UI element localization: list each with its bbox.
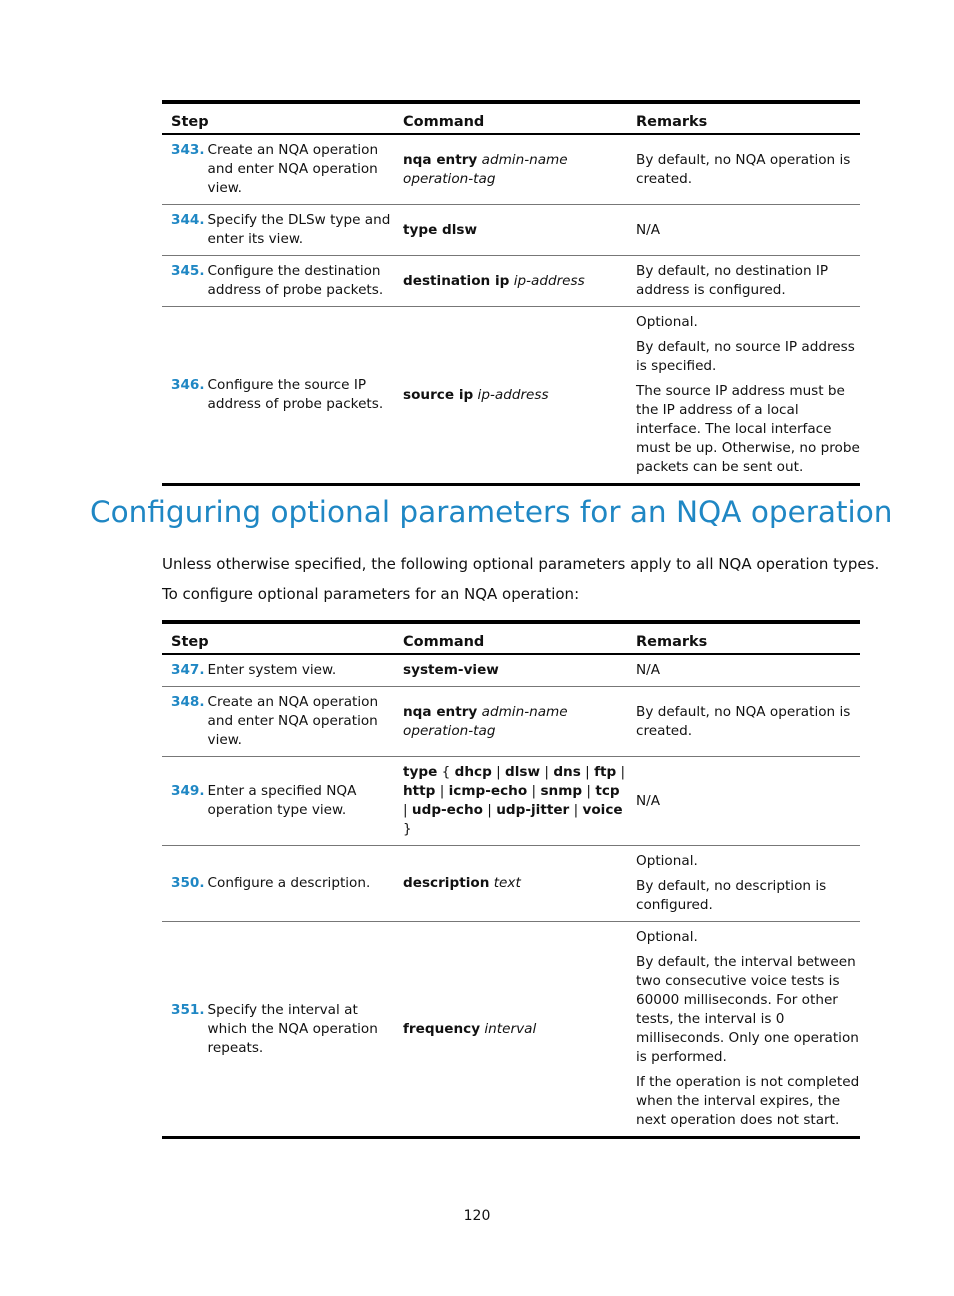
remarks-cell — [627, 922, 860, 1138]
header-command: Command — [394, 622, 627, 654]
step-text: Specify the interval at which the NQA operation repeats. — [207, 1001, 378, 1056]
remarks-cell — [627, 687, 860, 757]
step-text: Configure the source IP address of probe packets. — [207, 377, 384, 412]
section-heading: Configuring optional parameters for an NQA operation — [90, 495, 893, 529]
table-row — [162, 757, 860, 846]
step-text: Enter a specified NQA operation type view. — [207, 783, 357, 818]
command-keyword: udp-echo — [411, 802, 483, 818]
command-keyword: frequency — [403, 1020, 481, 1037]
command-syntax: | — [491, 764, 506, 780]
step-text: Create an NQA operation and enter NQA operation view. — [207, 694, 379, 748]
command-keyword: icmp-echo — [448, 783, 528, 799]
intro-paragraph: Unless otherwise specified, the following optional parameters apply to all NQA operation types. — [162, 555, 880, 573]
table-row — [162, 307, 860, 485]
lead-paragraph: To configure optional parameters for an NQA operation: — [162, 585, 580, 603]
header-command: Command — [394, 102, 627, 134]
table-row — [162, 922, 860, 1138]
step-cell — [162, 846, 394, 922]
header-remarks: Remarks — [627, 622, 860, 654]
step-number: 347. — [171, 662, 205, 678]
step-table-2 — [162, 620, 860, 1139]
command-argument: ip-address — [513, 272, 585, 289]
step-cell — [162, 256, 394, 307]
remark-paragraph: By default, no description is configured. — [636, 878, 827, 913]
remarks-cell — [627, 757, 860, 846]
step-number: 344. — [171, 212, 205, 228]
table-row — [162, 134, 860, 205]
command-keyword: http — [403, 783, 436, 799]
command-keyword: snmp — [540, 783, 583, 799]
step-number: 346. — [171, 377, 205, 393]
command-argument: interval — [484, 1020, 537, 1037]
step-text: Enter system view. — [207, 662, 337, 678]
command-cell — [394, 922, 627, 1138]
command-keyword: type — [403, 764, 438, 780]
remarks-cell — [627, 205, 860, 256]
table-header-row — [162, 102, 860, 134]
step-number: 350. — [171, 875, 205, 891]
step-cell — [162, 757, 394, 846]
command-keyword: udp-jitter — [496, 802, 570, 818]
command-keyword: dhcp — [454, 764, 492, 780]
remarks-cell — [627, 846, 860, 922]
step-cell — [162, 654, 394, 687]
remark-paragraph: By default, the interval between two consecutive voice tests is 60000 milliseconds. For other tests, the interval is 0 milliseconds. Only one operation is performed. — [636, 954, 859, 1065]
command-argument: ip-address — [477, 386, 549, 403]
command-cell — [394, 307, 627, 485]
step-text: Create an NQA operation and enter NQA operation view. — [207, 142, 379, 196]
remark-paragraph: The source IP address must be the IP address of a local interface. The local interface must be up. Otherwise, no probe packets can be sent out. — [636, 383, 860, 475]
command-cell — [394, 134, 627, 205]
remarks-cell — [627, 134, 860, 205]
table-row — [162, 654, 860, 687]
header-step: Step — [162, 622, 394, 654]
remarks-cell — [627, 654, 860, 687]
table-row — [162, 846, 860, 922]
step-number: 349. — [171, 783, 205, 799]
command-keyword: system-view — [403, 662, 499, 678]
command-cell — [394, 205, 627, 256]
command-keyword: voice — [582, 802, 623, 818]
remark-paragraph: Optional. — [636, 929, 698, 945]
step-text: Specify the DLSw type and enter its view. — [207, 212, 391, 247]
remark-paragraph: By default, no destination IP address is configured. — [636, 263, 829, 298]
command-syntax: | — [569, 802, 583, 818]
header-step: Step — [162, 102, 394, 134]
step-number: 348. — [171, 694, 205, 710]
step-cell — [162, 307, 394, 485]
command-syntax: | — [527, 783, 541, 799]
command-argument: admin-name operation-tag — [403, 703, 568, 739]
step-cell — [162, 205, 394, 256]
step-number: 343. — [171, 142, 205, 158]
command-syntax: | — [540, 764, 554, 780]
remark-paragraph: N/A — [636, 792, 661, 809]
command-argument: admin-name operation-tag — [403, 151, 568, 187]
command-keyword: description — [403, 875, 490, 891]
remark-paragraph: By default, no NQA operation is created. — [636, 151, 851, 187]
remark-paragraph: N/A — [636, 662, 661, 678]
page-number: 120 — [463, 1208, 491, 1224]
remarks-cell — [627, 256, 860, 307]
command-syntax: } — [403, 821, 412, 837]
remark-paragraph: N/A — [636, 221, 661, 238]
step-text: Configure a description. — [207, 875, 371, 891]
remark-paragraph: Optional. — [636, 853, 698, 869]
step-cell — [162, 134, 394, 205]
header-remarks: Remarks — [627, 102, 860, 134]
remarks-cell — [627, 307, 860, 485]
command-keyword: dlsw — [505, 764, 541, 780]
command-syntax: | — [403, 802, 412, 818]
command-keyword: type dlsw — [403, 221, 478, 238]
command-keyword: ftp — [594, 764, 617, 780]
command-syntax: | — [580, 764, 595, 780]
command-syntax: | — [482, 802, 497, 818]
command-keyword: source ip — [403, 386, 474, 403]
command-keyword: dns — [553, 764, 581, 780]
table-header-row — [162, 622, 860, 654]
step-table-1 — [162, 100, 860, 486]
command-keyword: nqa entry — [403, 703, 478, 720]
command-keyword: destination ip — [403, 272, 510, 289]
command-syntax: | — [582, 783, 596, 799]
step-cell — [162, 922, 394, 1138]
command-cell — [394, 256, 627, 307]
step-cell — [162, 687, 394, 757]
command-cell — [394, 757, 627, 846]
command-syntax: | — [616, 764, 626, 780]
command-argument: text — [493, 875, 521, 891]
command-cell — [394, 846, 627, 922]
command-syntax: { — [437, 764, 455, 780]
command-keyword: tcp — [595, 783, 620, 799]
command-keyword: nqa entry — [403, 151, 478, 168]
remark-paragraph: By default, no NQA operation is created. — [636, 703, 851, 739]
step-number: 345. — [171, 263, 205, 279]
step-number: 351. — [171, 1001, 205, 1018]
remark-paragraph: By default, no source IP address is specified. — [636, 339, 855, 374]
step-text: Configure the destination address of probe packets. — [207, 263, 384, 298]
remark-paragraph: If the operation is not completed when the interval expires, the next operation does not start. — [636, 1074, 860, 1128]
table-row — [162, 687, 860, 757]
command-cell — [394, 654, 627, 687]
table-row — [162, 205, 860, 256]
remark-paragraph: Optional. — [636, 314, 698, 330]
table-row — [162, 256, 860, 307]
command-syntax: | — [435, 783, 449, 799]
command-cell — [394, 687, 627, 757]
